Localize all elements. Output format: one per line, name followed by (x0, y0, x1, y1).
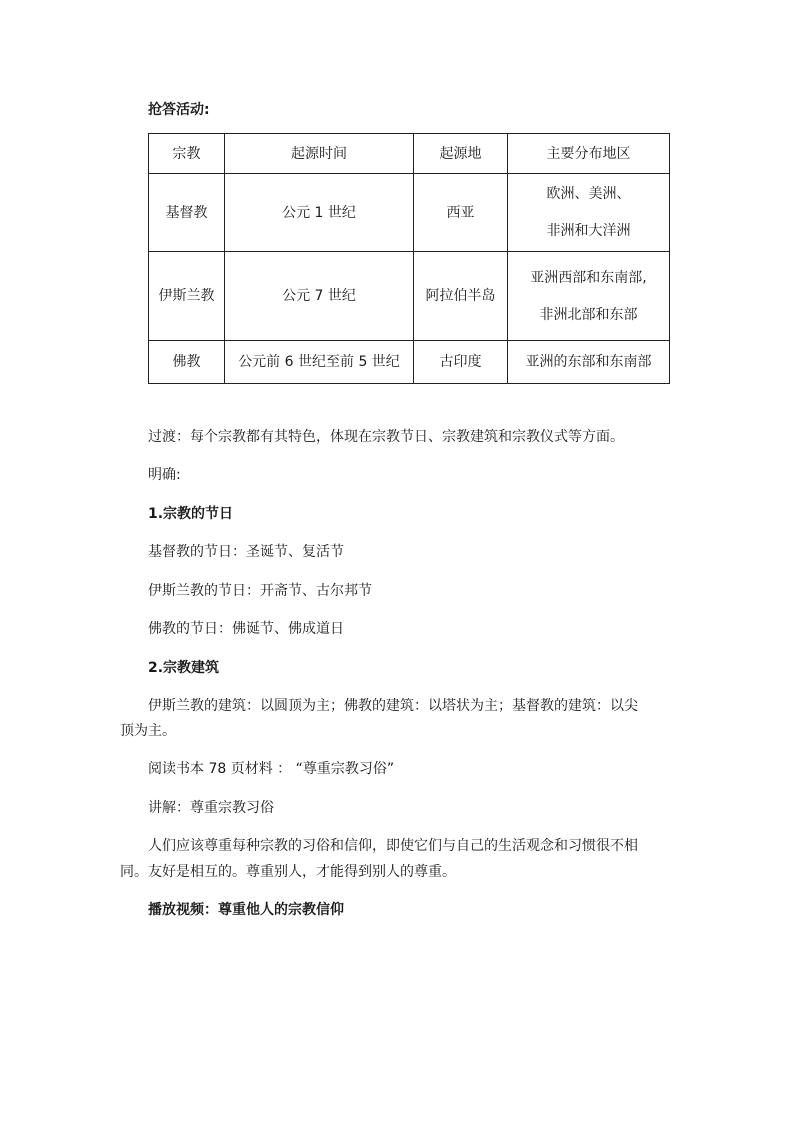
reading-text: 阅读书本 78 页材料 ： “尊重宗教习俗” (148, 761, 395, 777)
table-row (149, 252, 670, 341)
distribution-line: 非洲和大洋洲 (546, 223, 631, 239)
header-origin-time: 起源时间 (225, 134, 414, 174)
header-origin-place: 起源地 (414, 134, 508, 174)
respect-line2: 同。友好是相互的。尊重别人，才能得到别人的尊重。 (120, 864, 456, 880)
header-distribution: 主要分布地区 (508, 134, 670, 174)
cell-religion: 伊斯兰教 (149, 252, 225, 341)
cell-religion: 佛教 (149, 341, 225, 384)
distribution-line: 亚洲西部和东南部, (530, 269, 647, 286)
explain-text: 讲解：尊重宗教习俗 (148, 800, 274, 816)
cell-religion: 基督教 (149, 174, 225, 252)
festival-christianity: 基督教的节日：圣诞节、复活节 (148, 544, 344, 560)
header-religion: 宗教 (149, 134, 225, 174)
distribution-line: 非洲北部和东部 (539, 306, 638, 323)
cell-distribution: 亚洲的东部和东南部 (508, 341, 670, 384)
cell-origin-place: 西亚 (414, 174, 508, 252)
transition-text: 过渡：每个宗教都有其特色，体现在宗教节日、宗教建筑和宗教仪式等方面。 (148, 429, 624, 445)
table-row (149, 341, 670, 384)
architecture-line2: 顶为主。 (120, 723, 176, 739)
clarify-label: 明确: (148, 467, 181, 483)
cell-distribution (508, 252, 670, 341)
section-festivals-title: 1.宗教的节日 (148, 506, 234, 522)
distribution-line: 欧洲、美洲、 (546, 186, 631, 202)
religion-table (148, 133, 670, 384)
video-text: 播放视频：尊重他人的宗教信仰 (148, 902, 344, 918)
cell-origin-time: 公元前 6 世纪至前 5 世纪 (225, 341, 414, 384)
festival-islam: 伊斯兰教的节日：开斋节、古尔邦节 (148, 583, 372, 599)
architecture-line1: 伊斯兰教的建筑：以圆顶为主；佛教的建筑：以塔状为主；基督教的建筑：以尖 (148, 698, 638, 714)
cell-origin-time: 公元 1 世纪 (225, 174, 414, 252)
table-header-row (149, 134, 670, 174)
cell-origin-place: 古印度 (414, 341, 508, 384)
activity-heading: 抢答活动: (148, 102, 210, 118)
festival-buddhism: 佛教的节日：佛诞节、佛成道日 (148, 621, 344, 637)
cell-origin-time: 公元 7 世纪 (225, 252, 414, 341)
cell-origin-place: 阿拉伯半岛 (414, 252, 508, 341)
cell-distribution (508, 174, 670, 252)
table-row (149, 174, 670, 252)
respect-line1: 人们应该尊重每种宗教的习俗和信仰，即使它们与自己的生活观念和习惯很不相 (148, 838, 638, 854)
section-architecture-title: 2.宗教建筑 (148, 660, 220, 676)
